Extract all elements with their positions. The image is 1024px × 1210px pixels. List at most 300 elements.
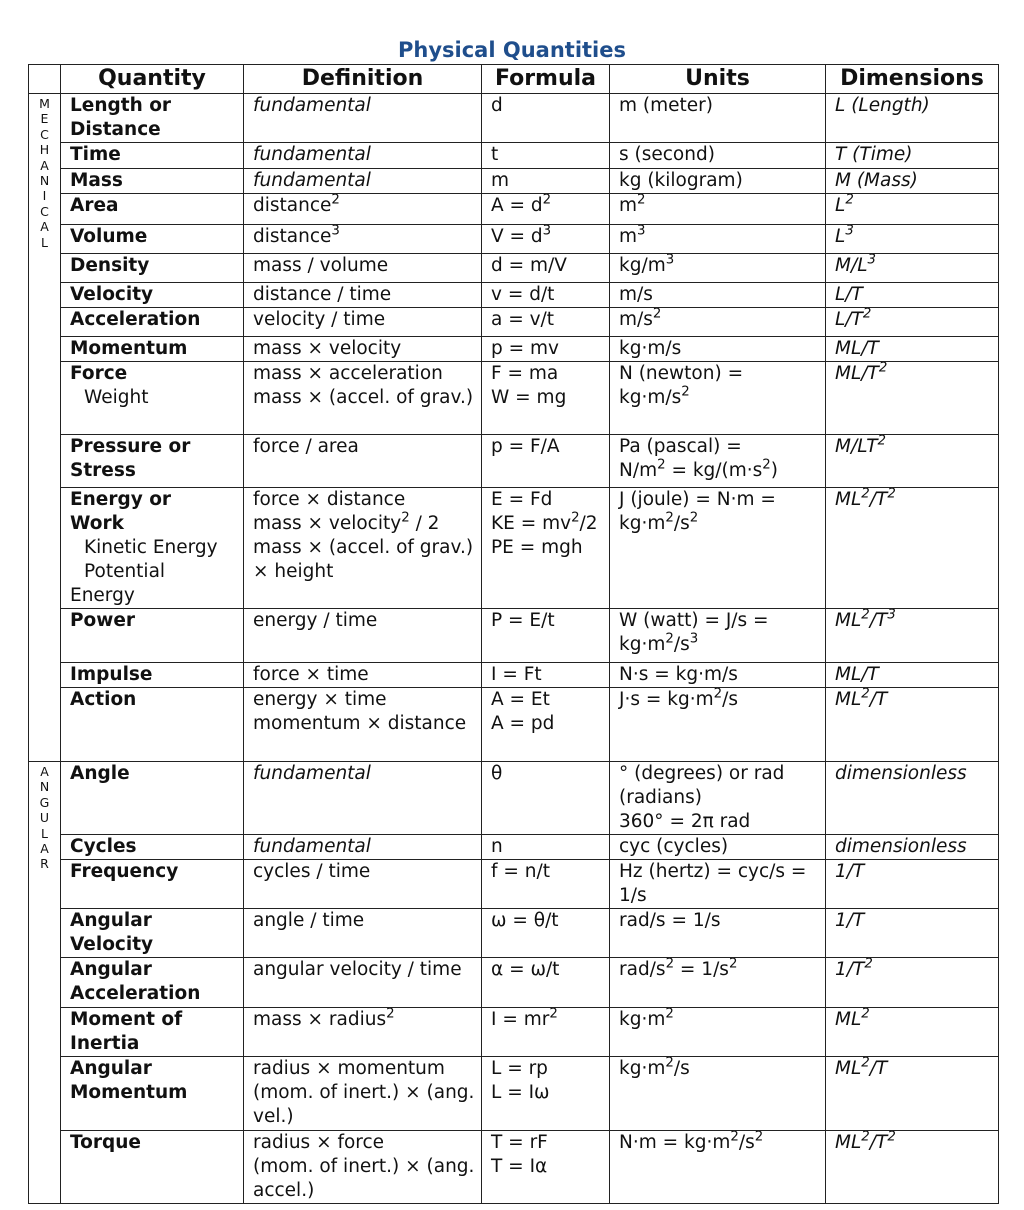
definition-text: fundamental [253,170,371,191]
units-text: N·s = kg·m/s [619,664,738,685]
table-row [29,958,999,1008]
formula-cell [482,337,610,362]
dimensions-cell [826,283,999,308]
category-letter: I [42,188,47,204]
formula-text: W = mg [491,387,567,408]
category-letter: A [40,841,49,857]
formula-cell [482,835,610,860]
quantity-cell [61,1057,244,1131]
category-letter: C [40,126,49,142]
table-row [29,362,999,435]
units-cell [610,362,826,435]
formula-text: $I = mr^2$ [491,1007,558,1030]
category-letter: A [40,219,49,235]
dimensions-cell [826,488,999,609]
category-label-mechanical [29,94,61,762]
units-text: kg·m/s [619,338,682,359]
definition-text: fundamental [253,763,371,784]
units-text: cyc (cycles) [619,836,729,857]
dimensions-text: 1/T [835,910,865,931]
quantity-cell [61,860,244,909]
formula-text: $V = d^3$ [491,224,552,247]
page-title: Physical Quantities [398,38,626,62]
formula-text: A = pd [491,713,555,734]
definition-cell [244,1008,482,1057]
formula-cell [482,1131,610,1204]
quantity-cell [61,283,244,308]
quantity-name: Action [70,689,137,710]
definition-text: radius × force [253,1132,385,1153]
definition-cell [244,337,482,362]
formula-cell [482,94,610,143]
units-cell [610,762,826,835]
table-row [29,488,999,609]
dimensions-text: $ML^2/T^2$ [835,1130,896,1153]
quantity-cell [61,225,244,254]
definition-cell [244,435,482,488]
quantity-name: Kinetic Energy [84,537,218,558]
header-units: Units [610,65,826,94]
definition-text: (mom. of inert.) × (ang. accel.) [253,1156,475,1201]
quantity-cell [61,169,244,194]
quantity-name: Angular [70,959,152,980]
dimensions-cell [826,1008,999,1057]
quantity-name: Moment of [70,1009,183,1030]
dimensions-text: $L/T^2$ [835,307,872,330]
formula-cell [482,225,610,254]
units-text: $kg\cdot m^2/s^2$ [619,510,699,534]
table-row [29,609,999,663]
quantity-cell [61,194,244,225]
definition-text: distance$^3$ [253,224,340,247]
formula-text: KE = $mv^2/2$ [491,510,598,534]
quantity-cell [61,308,244,337]
category-letter: A [40,157,49,173]
formula-text: d [491,95,503,116]
definition-cell [244,169,482,194]
definition-text: mass / volume [253,255,389,276]
dimensions-text: $M/LT^2$ [835,434,887,457]
units-text: s (second) [619,144,715,165]
quantity-cell [61,488,244,609]
table-body [29,94,999,1204]
definition-text: fundamental [253,836,371,857]
category-letter: L [41,234,48,250]
definition-text: fundamental [253,95,371,116]
category-letter: H [39,142,50,158]
dimensions-text: dimensionless [835,763,967,784]
quantity-cell [61,663,244,688]
units-cell [610,254,826,283]
units-text: $m/s^2$ [619,307,662,330]
units-text: kg (kilogram) [619,170,743,191]
quantity-name: Density [70,255,150,276]
dimensions-text: L/T [835,284,863,305]
dimensions-text: $ML/T^2$ [835,361,888,384]
table-row [29,283,999,308]
table-row [29,337,999,362]
formula-cell [482,1008,610,1057]
quantity-cell [61,254,244,283]
units-cell [610,435,826,488]
dimensions-cell [826,1057,999,1131]
quantity-name: Time [70,144,121,165]
formula-text: F = ma [491,363,559,384]
definition-text: (mom. of inert.) × (ang. vel.) [253,1082,475,1127]
units-cell [610,835,826,860]
units-text: m (meter) [619,95,713,116]
quantity-name: Mass [70,170,123,191]
dimensions-text: dimensionless [835,836,967,857]
formula-text: A = Et [491,689,550,710]
units-text: 360° = 2π rad [619,811,751,832]
dimensions-cell [826,835,999,860]
formula-text: f = n/t [491,861,550,882]
formula-cell [482,254,610,283]
units-cell [610,143,826,169]
formula-text: L = Iω [491,1082,550,1103]
dimensions-cell [826,143,999,169]
definition-cell [244,94,482,143]
table-row [29,1057,999,1131]
dimensions-cell [826,225,999,254]
formula-text: I = Ft [491,664,542,685]
quantity-name: Pressure or [70,436,191,457]
units-text: rad/s = 1/s [619,910,721,931]
quantity-name: Potential [84,561,166,582]
quantity-name: Inertia [70,1033,140,1054]
units-cell [610,1057,826,1131]
definition-text: mass × (accel. of grav.) [253,387,474,408]
definition-cell [244,254,482,283]
quantity-name: Torque [70,1132,141,1153]
category-letter: R [40,856,49,872]
definition-cell [244,909,482,958]
definition-text: mass × (accel. of grav.) × height [253,537,474,582]
formula-text: n [491,836,503,857]
definition-cell [244,663,482,688]
quantity-name: Area [70,195,119,216]
header-dimensions: Dimensions [826,65,999,94]
quantity-name: Momentum [70,1082,188,1103]
dimensions-text: $L^2$ [835,193,854,216]
quantity-name: Velocity [70,934,154,955]
formula-cell [482,1057,610,1131]
quantity-cell [61,362,244,435]
dimensions-cell [826,94,999,143]
definition-text: force × time [253,664,369,685]
units-text: $N/m^2 = kg/(m\cdot s^2)$ [619,457,778,481]
units-cell [610,860,826,909]
table-row [29,308,999,337]
quantity-cell [61,835,244,860]
quantity-cell [61,909,244,958]
formula-text: p = mv [491,338,559,359]
table-row [29,435,999,488]
category-letter: C [40,203,49,219]
quantity-name: Impulse [70,664,153,685]
units-cell [610,283,826,308]
quantity-name: Angle [70,763,130,784]
category-letter: U [39,810,50,826]
units-text: Hz (hertz) = cyc/s = 1/s [619,861,807,906]
corner-cell [29,65,61,94]
definition-text: distance / time [253,284,392,305]
header-quantity: Quantity [61,65,244,94]
quantity-name: Acceleration [70,309,201,330]
header-formula: Formula [482,65,610,94]
table-row [29,688,999,762]
definition-cell [244,609,482,663]
dimensions-cell [826,254,999,283]
dimensions-cell [826,362,999,435]
units-cell [610,1008,826,1057]
dimensions-cell [826,688,999,762]
units-cell [610,488,826,609]
quantity-cell [61,1008,244,1057]
dimensions-cell [826,435,999,488]
formula-text: T = rF [491,1132,548,1153]
units-cell [610,169,826,194]
formula-text: $A = d^2$ [491,193,552,216]
dimensions-cell [826,663,999,688]
dimensions-text: $ML^2/T$ [835,687,888,710]
definition-text: energy / time [253,610,378,631]
formula-cell [482,308,610,337]
dimensions-text: L (Length) [835,95,930,116]
category-letter: E [40,111,49,127]
formula-cell [482,435,610,488]
dimensions-cell [826,169,999,194]
units-text: N (newton) = [619,363,744,384]
definition-cell [244,143,482,169]
formula-text: t [491,144,499,165]
category-letter: M [39,96,50,111]
definition-text: force × distance [253,489,406,510]
header-row [29,65,999,94]
formula-cell [482,488,610,609]
quantity-name: Stress [70,460,136,481]
units-text: $m^2$ [619,193,646,216]
definition-cell [244,1057,482,1131]
formula-text: T = Iα [491,1156,548,1177]
quantity-cell [61,94,244,143]
category-label-angular [29,762,61,1204]
definition-text: fundamental [253,144,371,165]
formula-cell [482,688,610,762]
units-cell [610,663,826,688]
definition-cell [244,225,482,254]
formula-cell [482,143,610,169]
header-definition: Definition [244,65,482,94]
quantity-name: Energy [70,585,135,606]
definition-text: angle / time [253,910,365,931]
formula-text: d = m/V [491,255,567,276]
definition-text: distance$^2$ [253,193,340,216]
definition-text: momentum × distance [253,713,467,734]
units-text: $N\cdot m = kg\cdot m^2/s^2$ [619,1130,764,1153]
definition-text: cycles / time [253,861,371,882]
table-row [29,909,999,958]
formula-cell [482,909,610,958]
formula-text: P = E/t [491,610,555,631]
units-cell [610,1131,826,1204]
dimensions-cell [826,308,999,337]
units-cell [610,609,826,663]
quantity-name: Length or [70,95,172,116]
quantity-cell [61,337,244,362]
quantity-name: Power [70,610,136,631]
dimensions-text: ML/T [835,338,879,359]
definition-text: mass × velocity [253,338,402,359]
definition-cell [244,1131,482,1204]
table-row [29,663,999,688]
table-row [29,860,999,909]
units-text: Pa (pascal) = [619,436,742,457]
category-letter: A [40,764,49,779]
units-text: rad/$s^2 = 1/s^2$ [619,957,738,980]
formula-cell [482,958,610,1008]
formula-text: a = v/t [491,309,555,330]
quantity-cell [61,958,244,1008]
quantity-name: Momentum [70,338,188,359]
definition-text: energy × time [253,689,387,710]
definition-text: mass × velocity$^2$ / 2 [253,510,440,534]
quantity-cell [61,143,244,169]
dimensions-cell [826,609,999,663]
dimensions-cell [826,909,999,958]
definition-text: mass × radius$^2$ [253,1007,395,1030]
units-text: ° (degrees) or rad (radians) [619,763,785,808]
definition-text: velocity / time [253,309,386,330]
formula-text: m [491,170,510,191]
table-row [29,254,999,283]
definition-cell [244,860,482,909]
dimensions-text: $ML^2/T$ [835,1056,888,1079]
units-text: $kg/m^3$ [619,253,675,276]
dimensions-text: $M/L^3$ [835,253,876,276]
dimensions-text: M (Mass) [835,170,918,191]
definition-cell [244,488,482,609]
dimensions-text: $ML^2/T^2$ [835,487,896,510]
quantity-cell [61,762,244,835]
dimensions-cell [826,337,999,362]
units-text: m/s [619,284,653,305]
units-text: $J\cdot s = kg\cdot m^2/s$ [619,687,738,710]
definition-cell [244,835,482,860]
formula-text: E = Fd [491,489,553,510]
dimensions-text: 1/T [835,861,865,882]
dimensions-text: T (Time) [835,144,913,165]
units-text: $kg\cdot m^2$ [619,1007,674,1030]
quantity-cell [61,609,244,663]
quantity-name: Work [70,513,124,534]
formula-text: PE = mgh [491,537,583,558]
table-row [29,225,999,254]
table-row [29,194,999,225]
quantity-name: Energy or [70,489,172,510]
units-cell [610,308,826,337]
quantity-name: Velocity [70,284,154,305]
category-letter: L [41,825,48,841]
units-cell [610,688,826,762]
formula-cell [482,194,610,225]
units-text: $kg\cdot m^2/s^3$ [619,631,699,655]
formula-cell [482,609,610,663]
formula-text: α = ω/t [491,959,560,980]
quantity-name: Cycles [70,836,137,857]
definition-cell [244,283,482,308]
units-cell [610,225,826,254]
quantity-name: Acceleration [70,983,201,1004]
units-text: $kg\cdot m^2/s$ [619,1056,690,1079]
category-letter: N [39,173,50,189]
dimensions-text: $ML^2$ [835,1007,870,1030]
table-row [29,143,999,169]
formula-text: p = F/A [491,436,560,457]
table-row [29,762,999,835]
quantities-table [28,64,999,1204]
definition-cell [244,362,482,435]
dimensions-text: $ML^2/T^3$ [835,608,896,631]
table-row [29,94,999,143]
units-text: W (watt) = J/s = [619,610,769,631]
formula-text: θ [491,763,503,784]
quantity-cell [61,435,244,488]
formula-cell [482,362,610,435]
quantity-cell [61,1131,244,1204]
definition-cell [244,762,482,835]
units-cell [610,94,826,143]
units-cell [610,909,826,958]
units-text: $kg\cdot m/s^2$ [619,384,690,408]
definition-cell [244,308,482,337]
category-letter: G [39,794,50,810]
quantity-name: Distance [70,119,161,140]
dimensions-text: ML/T [835,664,879,685]
formula-cell [482,762,610,835]
quantity-name: Angular [70,910,152,931]
definition-text: radius × momentum [253,1058,445,1079]
dimensions-text: $L^3$ [835,224,854,247]
formula-text: ω = θ/t [491,910,559,931]
formula-cell [482,860,610,909]
quantity-name: Frequency [70,861,179,882]
formula-cell [482,663,610,688]
dimensions-cell [826,194,999,225]
formula-text: v = d/t [491,284,555,305]
dimensions-cell [826,762,999,835]
dimensions-cell [826,860,999,909]
units-cell [610,337,826,362]
definition-text: angular velocity / time [253,959,462,980]
formula-cell [482,169,610,194]
definition-cell [244,688,482,762]
units-text: J (joule) = N·m = [619,489,776,510]
table-row [29,169,999,194]
formula-text: L = rp [491,1058,548,1079]
table-row [29,835,999,860]
definition-cell [244,958,482,1008]
units-cell [610,194,826,225]
dimensions-text: $1/T^2$ [835,957,873,980]
units-cell [610,958,826,1008]
units-text: $m^3$ [619,224,646,247]
dimensions-cell [826,1131,999,1204]
quantity-name: Weight [84,387,149,408]
formula-cell [482,283,610,308]
quantity-name: Volume [70,226,148,247]
